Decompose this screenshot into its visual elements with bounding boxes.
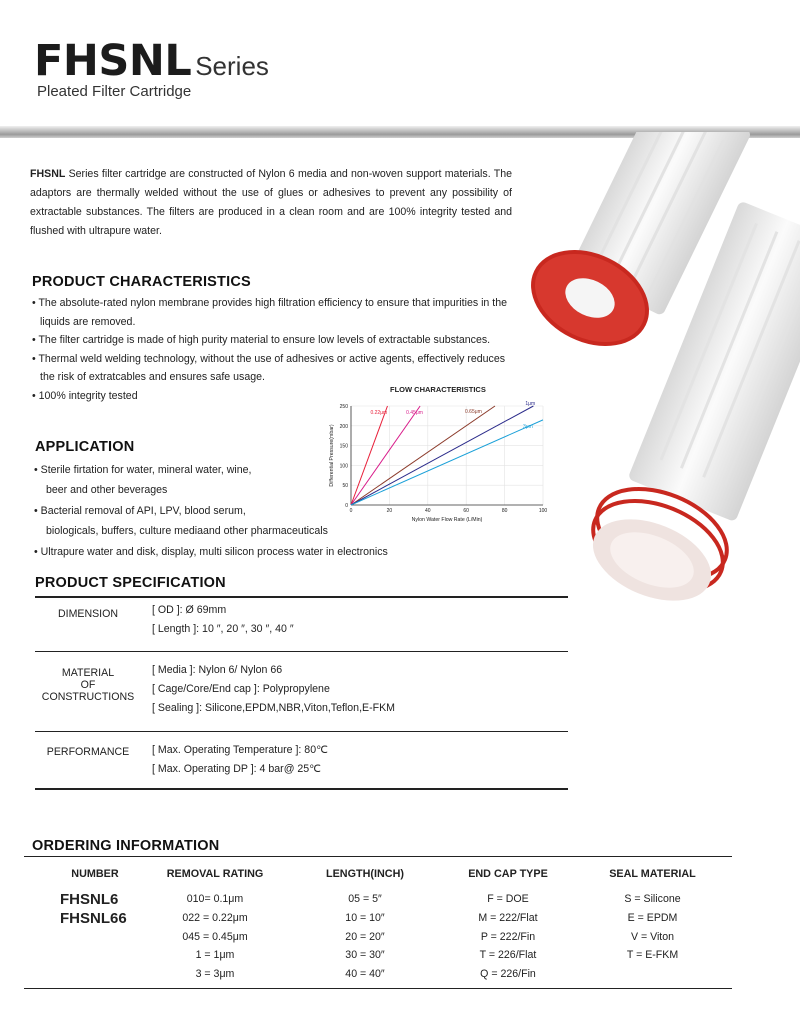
- column-value: M = 222/Flat: [478, 911, 538, 924]
- spec-table: [35, 596, 568, 790]
- series-label: 1μm: [525, 401, 536, 407]
- x-axis-label: Nylon Water Flow Rate (L/Min): [411, 517, 483, 523]
- x-tick-label: 60: [463, 508, 469, 514]
- column-value: 010= 0.1μm: [186, 893, 244, 905]
- spec-values: [ OD ]: Ø 69mm [ Length ]: 10 ″, 20 ″, 30 ″, 40 ″: [152, 604, 294, 635]
- series-line: [351, 406, 533, 505]
- list-item: • 100% integrity tested: [32, 389, 138, 402]
- column-value: Q = 226/Fin: [480, 968, 536, 981]
- column-value: P = 222/Fin: [480, 930, 536, 943]
- column-value: F = DOE: [487, 893, 529, 905]
- x-tick-label: 40: [425, 508, 431, 514]
- page-title: [34, 36, 269, 86]
- intro-lead: FHSNL: [30, 168, 66, 180]
- column-header: END CAP TYPE: [468, 868, 548, 880]
- spec-row-performance: [35, 732, 568, 790]
- ordering-column-end-cap: [458, 868, 558, 984]
- application-heading: APPLICATION: [35, 439, 135, 455]
- series-line: [351, 406, 495, 505]
- spec-values: [ Max. Operating Temperature ]: 80℃ [ Max. Operating DP ]: 4 bar@ 25℃: [152, 744, 328, 775]
- intro-text: Series filter cartridge are constructed of Nylon 6 media and non-woven support materials. The adaptors are thermally welded without the use of glues or adhesives to prevent any possibility of extractable substances. The filters are produced in a clean room and are 100% integrity tested and flushed with ultrapure water.: [30, 168, 512, 237]
- x-tick-label: 100: [538, 508, 548, 514]
- column-value: T = 226/Flat: [479, 949, 537, 962]
- y-tick-label: 50: [342, 483, 348, 490]
- column-value: FHSNL6: [60, 891, 119, 908]
- list-item: • Ultrapure water and disk, display, multi silicon process water in electronics: [34, 545, 388, 558]
- y-axis-label: Differential Pressure(mbar): [329, 424, 335, 487]
- y-tick-label: 200: [339, 423, 348, 430]
- chart-title: FLOW CHARACTERISTICS: [390, 385, 486, 394]
- series-label: 0.45μm: [406, 410, 423, 416]
- product-name: FHSNL: [34, 36, 192, 86]
- list-item: • Bacterial removal of API, LPV, blood serum, biologicals, buffers, culture mediaand other pharmaceuticals: [34, 504, 328, 538]
- ordering-heading: ORDERING INFORMATION: [32, 838, 220, 854]
- column-header: NUMBER: [71, 868, 119, 880]
- series-line: [351, 420, 543, 505]
- column-value: 022 = 0.22μm: [182, 911, 248, 924]
- x-tick-label: 20: [386, 508, 393, 514]
- spec-label: PERFORMANCE: [46, 746, 130, 758]
- column-header: REMOVAL RATING: [166, 868, 264, 880]
- column-value: E = EPDM: [627, 911, 678, 924]
- page-subtitle: Pleated Filter Cartridge: [37, 83, 192, 100]
- column-value: 1 = 1μm: [195, 949, 235, 962]
- column-value: FHSNL66: [60, 910, 127, 927]
- x-tick-label: 80: [501, 508, 508, 514]
- specification-heading: PRODUCT SPECIFICATION: [35, 575, 226, 591]
- ordering-column-number: [60, 868, 130, 928]
- y-tick-label: 100: [339, 463, 348, 470]
- spec-row-material: [35, 652, 568, 732]
- column-value: 045 = 0.45μm: [182, 930, 248, 943]
- column-value: 20 = 20″: [345, 930, 385, 943]
- ordering-top-rule: [24, 856, 732, 857]
- ordering-bottom-rule: [24, 988, 732, 989]
- column-value: S = Silicone: [624, 893, 681, 905]
- series-line: [351, 406, 387, 505]
- column-value: 3 = 3μm: [195, 968, 235, 981]
- list-item: • Sterile firtation for water, mineral water, wine, beer and other beverages: [34, 464, 252, 497]
- column-value: T = E-FKM: [626, 949, 679, 962]
- series-label: Series: [195, 51, 269, 81]
- y-tick-label: 0: [345, 503, 348, 509]
- y-tick-label: 250: [339, 404, 348, 410]
- y-tick-label: 150: [339, 443, 348, 450]
- column-header: SEAL MATERIAL: [609, 868, 696, 880]
- spec-row-dimension: [35, 596, 568, 652]
- series-label: 3μm: [523, 423, 533, 430]
- intro-paragraph: [30, 165, 512, 241]
- list-item: • The filter cartridge is made of high purity material to ensure low levels of extractable substances.: [32, 334, 491, 347]
- ordering-column-seal-material: [600, 868, 705, 965]
- filter-cartridge-image: [530, 132, 800, 602]
- column-header: LENGTH(INCH): [326, 868, 404, 880]
- column-value: V = Viton: [630, 930, 675, 943]
- column-value: 30 = 30″: [345, 949, 385, 962]
- x-tick-label: 0: [349, 508, 353, 514]
- spec-label: MATERIAL OF CONSTRUCTIONS: [41, 667, 135, 703]
- column-value: 05 = 5″: [348, 893, 382, 905]
- ordering-column-removal-rating: [160, 868, 270, 984]
- spec-label: DIMENSION: [57, 608, 119, 620]
- characteristics-heading: PRODUCT CHARACTERISTICS: [32, 274, 251, 290]
- column-value: 40 = 40″: [345, 968, 385, 981]
- ordering-column-length: [315, 868, 415, 984]
- list-item: • The absolute-rated nylon membrane provides high filtration efficiency to ensure that impurities in the liquids are removed.: [32, 297, 507, 328]
- column-value: 10 = 10″: [345, 911, 385, 924]
- series-label: 0.65μm: [465, 409, 482, 415]
- flow-chart: [326, 398, 552, 528]
- spec-values: [ Media ]: Nylon 6/ Nylon 66 [ Cage/Core/End cap ]: Polypropylene [ Sealing ]: Silicone,EPDM,NBR,Viton,Teflon,E-FKM: [152, 664, 395, 714]
- list-item: • Thermal weld welding technology, without the use of adhesives or active agents, effectively reduces the risk of extratcables and ensures safe usage.: [32, 352, 506, 384]
- series-label: 0.22μm: [370, 410, 388, 416]
